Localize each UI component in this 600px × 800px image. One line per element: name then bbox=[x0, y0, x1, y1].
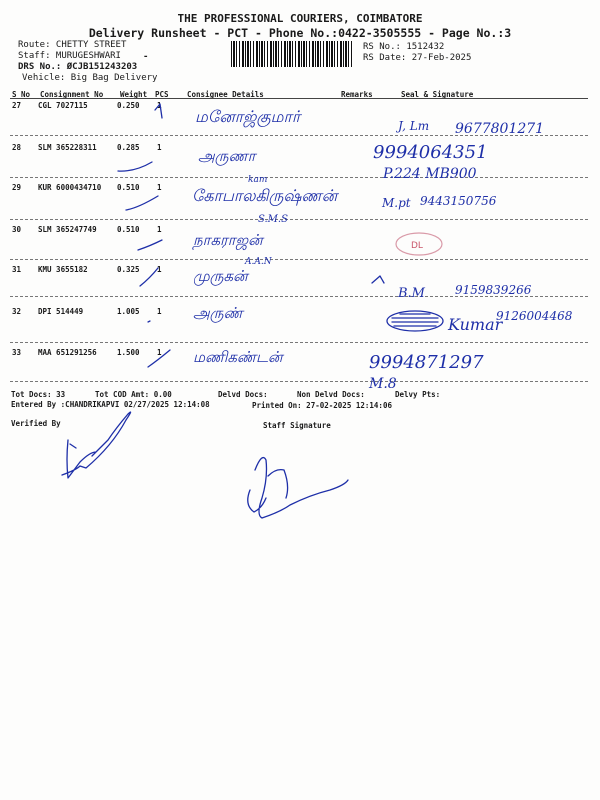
consignee-32: அருண் bbox=[193, 304, 243, 322]
total-cod: Tot COD Amt: 0.00 bbox=[95, 390, 172, 399]
stamp-30: DL bbox=[411, 241, 423, 251]
phone-29: 9443150756 bbox=[420, 194, 497, 208]
row-consignment: MAA 651291256 bbox=[38, 348, 97, 357]
tick-marks bbox=[118, 104, 170, 367]
company-title: THE PROFESSIONAL COURIERS, COIMBATORE bbox=[177, 12, 423, 25]
col-consignment: Consignment No bbox=[40, 90, 104, 99]
staff-text: Staff: MURUGESHWARI bbox=[18, 51, 121, 61]
consignee-28-extra: kam bbox=[248, 175, 268, 185]
total-docs: Tot Docs: 33 bbox=[11, 390, 66, 399]
verified-by-label: Verified By bbox=[11, 419, 61, 428]
row-pcs: 1 bbox=[157, 183, 162, 192]
runsheet-subtitle: Delivery Runsheet - PCT - Phone No.:0422-3505555 - Page No.:3 bbox=[88, 26, 512, 40]
signature-32: Kumar bbox=[448, 315, 503, 334]
phone-31: 9159839266 bbox=[455, 283, 532, 297]
signature-27: J, Lm bbox=[398, 119, 430, 133]
row-weight: 0.510 bbox=[117, 225, 140, 234]
phone-28: 9994064351 bbox=[373, 142, 488, 163]
row-weight: 1.500 bbox=[117, 348, 140, 357]
col-pcs: PCS bbox=[155, 90, 169, 99]
phone-33: 9994871297 bbox=[369, 352, 484, 373]
row-weight: 1.005 bbox=[117, 307, 140, 316]
consignee-30: நாகராஜன் bbox=[193, 231, 263, 249]
row-sno: 32 bbox=[12, 307, 22, 316]
consignee-29-extra: S.M.S bbox=[258, 214, 288, 225]
signature-31: B.M bbox=[398, 286, 425, 301]
row-consignment: KMU 3655182 bbox=[38, 265, 88, 274]
row-weight: 0.510 bbox=[117, 183, 140, 192]
row-sno: 33 bbox=[12, 348, 22, 357]
verifier-signature bbox=[62, 412, 131, 478]
consignee-30-extra: A.A.N bbox=[245, 257, 272, 267]
row-sno: 27 bbox=[12, 101, 22, 110]
row-sno: 29 bbox=[12, 183, 22, 192]
vehicle-text: Vehicle: Big Bag Delivery bbox=[22, 73, 158, 83]
row-consignment: CGL 7027115 bbox=[38, 101, 88, 110]
staff-signature-mark bbox=[248, 458, 348, 518]
phone-27: 9677801271 bbox=[455, 121, 545, 137]
staff-mark: - bbox=[143, 52, 149, 62]
row-pcs: 1 bbox=[157, 307, 162, 316]
non-delivered-docs: Non Delvd Docs: bbox=[297, 390, 365, 399]
rs-date: RS Date: 27-Feb-2025 bbox=[363, 53, 472, 63]
delivery-points: Delvy Pts: bbox=[395, 390, 441, 399]
row-consignment: DPI 514449 bbox=[38, 307, 84, 316]
row-pcs: 1 bbox=[157, 101, 162, 110]
col-remarks: Remarks bbox=[341, 90, 373, 99]
phone-32: 9126004468 bbox=[496, 309, 573, 323]
row-consignment: SLM 365228311 bbox=[38, 143, 97, 152]
row-weight: 0.285 bbox=[117, 143, 140, 152]
col-seal: Seal & Signature bbox=[401, 90, 474, 99]
entered-by: Entered By :CHANDRIKAPVI 02/27/2025 12:14:08 bbox=[11, 400, 210, 409]
row-pcs: 1 bbox=[157, 143, 162, 152]
row-weight: 0.325 bbox=[117, 265, 140, 274]
row-sno: 30 bbox=[12, 225, 22, 234]
staff-signature-label: Staff Signature bbox=[263, 421, 331, 430]
row-sno: 28 bbox=[12, 143, 22, 152]
consignee-31: முருகன் bbox=[193, 267, 248, 285]
col-weight: Weight bbox=[120, 90, 148, 99]
consignee-33: மணிகண்டன் bbox=[193, 348, 283, 366]
row-consignment: SLM 365247749 bbox=[38, 225, 97, 234]
consignee-handwriting bbox=[192, 107, 340, 366]
printed-on: Printed On: 27-02-2025 12:14:06 bbox=[252, 401, 392, 410]
signature-33: M.8 bbox=[369, 376, 397, 392]
col-details: Consignee Details bbox=[187, 90, 264, 99]
mark-31 bbox=[372, 276, 384, 283]
consignee-28: அருணா bbox=[198, 147, 256, 165]
route-text: Route: CHETTY STREET bbox=[18, 40, 127, 50]
row-sno: 31 bbox=[12, 265, 22, 274]
signature-29: M.pt bbox=[382, 196, 411, 210]
note-28: P.224 MB900 bbox=[383, 166, 477, 182]
row-consignment: KUR 6000434710 bbox=[38, 183, 102, 192]
row-pcs: 1 bbox=[157, 348, 162, 357]
col-sno: S No bbox=[12, 90, 31, 99]
row-pcs: 1 bbox=[157, 225, 162, 234]
consignee-27: மனோஜ்குமார் bbox=[195, 107, 301, 126]
scribbled-stamp-32 bbox=[387, 311, 443, 331]
delivered-docs: Delvd Docs: bbox=[218, 390, 268, 399]
rs-number: RS No.: 1512432 bbox=[363, 42, 445, 52]
consignee-29: கோபாலகிருஷ்ணன் bbox=[192, 186, 338, 205]
drs-number: DRS No.: ØCJB151243203 bbox=[18, 62, 138, 72]
row-weight: 0.250 bbox=[117, 101, 140, 110]
seal-and-signature-handwriting bbox=[368, 119, 573, 392]
row-pcs: 1 bbox=[157, 265, 162, 274]
